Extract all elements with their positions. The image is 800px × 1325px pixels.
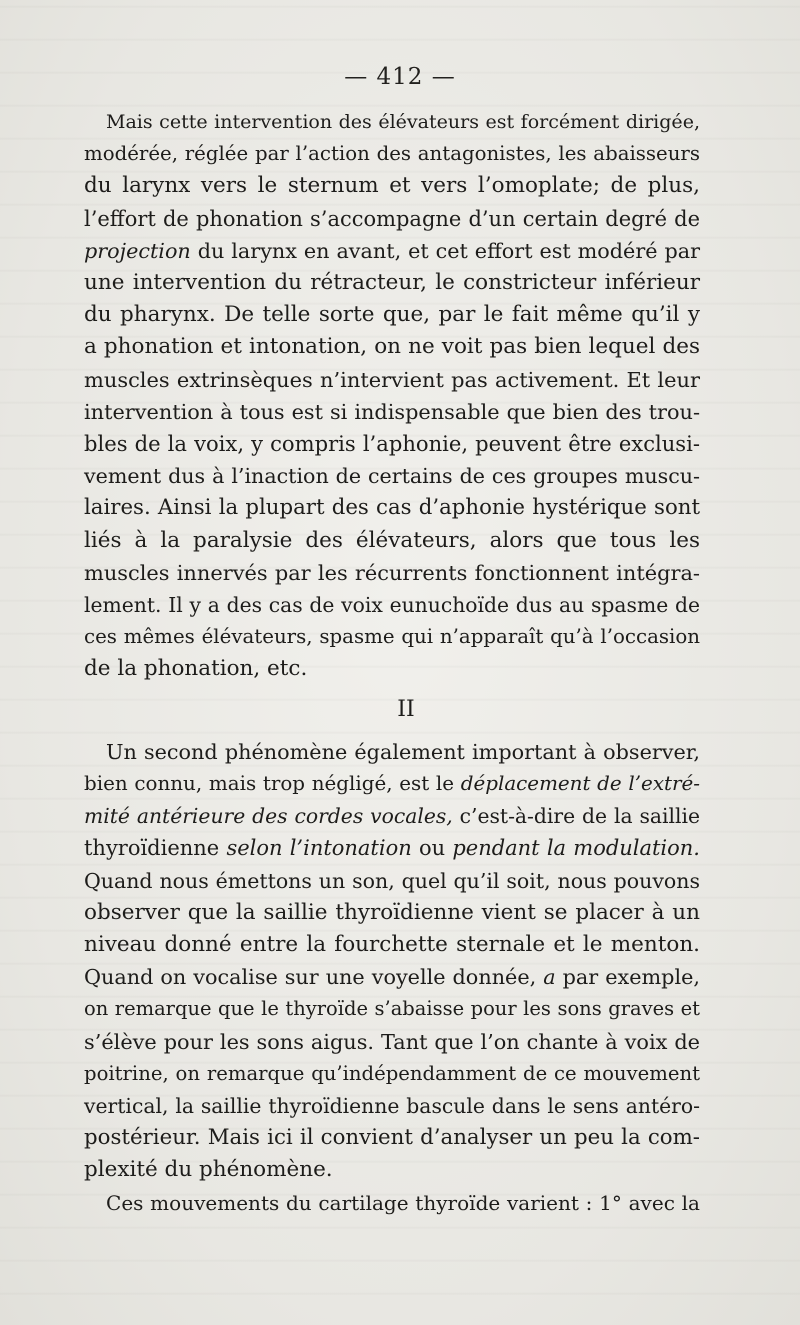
text-line: s’élève pour les sons aigus. Tant que l’on chante à voix de [84,1029,700,1054]
text-line: poitrine, on remarque qu’indépendamment de ce mouvement [84,1061,700,1085]
text-line: du larynx vers le sternum et vers l’omoplate; de plus, [84,173,700,199]
text-line [84,961,700,993]
text-line: liés à la paralysie des élévateurs, alors que tous les [84,527,700,553]
text-run: bien connu, mais trop négligé, est le [84,772,461,796]
text-run: ou [411,836,453,861]
section-heading: II [397,696,415,722]
text-line: vement dus à l’inaction de certains de ces groupes muscu- [84,464,700,489]
paragraph-1 [84,106,700,686]
text-line: Quand nous émettons un son, quel qu’il soit, nous pouvons [84,868,700,893]
text-line: muscles extrinsèques n’intervient pas activement. Et leur [84,367,700,392]
text-line: postérieur. Mais ici il convient d’analyser un peu la com- [84,1125,700,1151]
text-run: Quand on vocalise sur une voyelle donnée, [84,965,544,990]
text-run: thyroïdienne [84,836,227,861]
text-line: plexité du phénomène. [84,1157,333,1183]
text-line: une intervention du rétracteur, le constricteur inférieur [84,270,700,296]
text-line: observer que la saillie thyroïdienne vient se placer à un [84,899,700,925]
italic-term: mité antérieure des cordes vocales, [84,804,453,829]
text-line: lement. Il y a des cas de voix eunuchoïde dus au spasme de [84,593,700,618]
text-line: niveau donné entre la fourchette sternale et le menton. [84,932,700,958]
text-run: par exemple, [555,965,700,990]
italic-term: a [543,965,556,990]
italic-term: selon l’intonation [226,836,412,861]
text-line: Mais cette intervention des élévateurs est forcément dirigée, [106,111,700,133]
text-line: de la phonation, etc. [84,656,308,682]
text-line: muscles innervés par les récurrents fonctionnent intégra- [84,560,700,585]
text-run: du larynx en avant, et cet effort est modéré par [190,238,700,263]
italic-term: déplacement de l’extré- [460,772,700,796]
text-line: bles de la voix, y compris l’aphonie, peuvent être exclusi- [84,431,700,457]
text-line: modérée, réglée par l’action des antagonistes, les abaisseurs [84,142,700,166]
text-line: on remarque que le thyroïde s’abaisse pour les sons graves et [84,997,700,1021]
text-line: Ces mouvements du cartilage thyroïde varient : 1° avec la [106,1190,700,1215]
paragraph-2 [84,736,700,1187]
text-line: a phonation et intonation, on ne voit pas bien lequel des [84,334,700,360]
text-line [84,768,700,800]
text-line: vertical, la saillie thyroïdienne bascule dans le sens antéro- [84,1094,700,1119]
text-line: ces mêmes élévateurs, spasme qui n’apparaît qu’à l’occasion [84,625,700,649]
text-line: laires. Ainsi la plupart des cas d’aphonie hystérique sont [84,495,700,521]
text-line: l’effort de phonation s’accompagne d’un certain degré de [84,206,700,231]
italic-term: pendant la modulation. [452,836,700,861]
text-line [84,832,700,864]
text-line: Un second phénomène également important à observer, [106,739,700,764]
page-number: — 412 — [344,64,456,90]
paragraph-3 [84,1187,700,1219]
text-line: du pharynx. De telle sorte que, par le fait même qu’il y [84,302,700,328]
text-line [84,235,700,267]
body-text [84,106,700,1219]
text-line [84,800,700,832]
text-line: intervention à tous est si indispensable que bien des trou- [84,399,700,424]
text-run: c’est-à-dire de la saillie [452,804,700,829]
italic-term: projection [84,238,191,263]
